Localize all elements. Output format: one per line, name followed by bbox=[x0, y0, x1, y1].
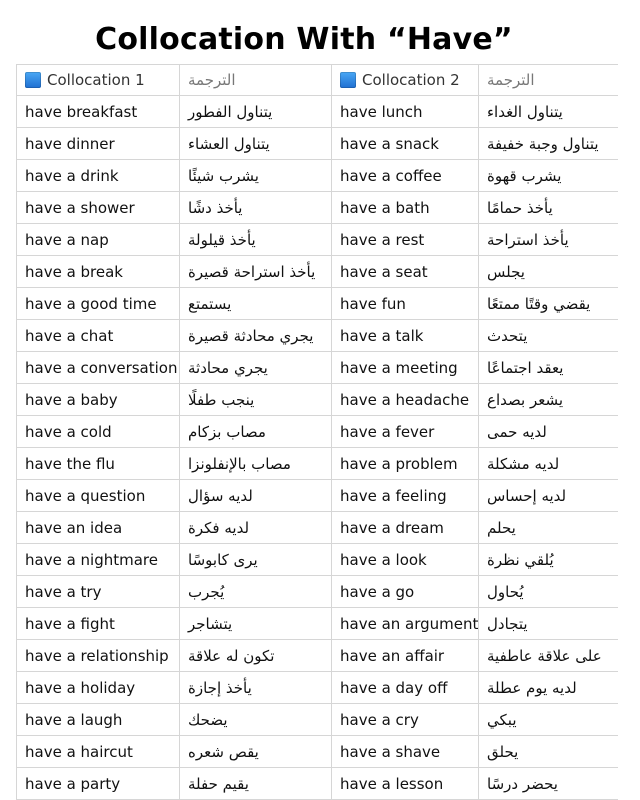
collocation-2-cell: have a lesson bbox=[332, 768, 479, 799]
collocation-2-cell: have a look bbox=[332, 544, 479, 575]
collocation-1-cell: have a drink bbox=[17, 160, 180, 191]
table-row bbox=[17, 768, 618, 800]
collocation-2-cell: have an affair bbox=[332, 640, 479, 671]
translation-2-cell: يُحاول bbox=[487, 582, 524, 601]
translation-1-cell: يأخذ قيلولة bbox=[180, 224, 332, 255]
translation-2-cell: لديه يوم عطلة bbox=[487, 678, 577, 697]
collocation-2-cell: have a talk bbox=[332, 320, 479, 351]
translation-1-cell: يتناول العشاء bbox=[180, 128, 332, 159]
collocation-2-cell: have a coffee bbox=[332, 160, 479, 191]
translation-2-cell: يأخذ استراحة bbox=[487, 230, 569, 249]
table-row bbox=[17, 544, 618, 576]
translation-1-cell: مصاب بالإنفلونزا bbox=[180, 448, 332, 479]
collocation-1-cell: have an idea bbox=[17, 512, 180, 543]
collocation-1-cell: have a baby bbox=[17, 384, 180, 415]
collocation-1-cell: have a laugh bbox=[17, 704, 180, 735]
collocation-2-cell: have a day off bbox=[332, 672, 479, 703]
collocation-2-cell: have a meeting bbox=[332, 352, 479, 383]
translation-2-cell: يعقد اجتماعًا bbox=[487, 358, 564, 377]
translation-2-cell: لديه مشكلة bbox=[487, 454, 560, 473]
collocation-1-cell: have a haircut bbox=[17, 736, 180, 767]
translation-1-cell: لديه فكرة bbox=[180, 512, 332, 543]
table-row bbox=[17, 96, 618, 128]
table-row bbox=[17, 608, 618, 640]
translation-1-cell: يقيم حفلة bbox=[180, 768, 332, 799]
collocation-1-cell: have a break bbox=[17, 256, 180, 287]
translation-1-cell: يجري محادثة قصيرة bbox=[180, 320, 332, 351]
translation-2-cell: يحلم bbox=[487, 518, 516, 537]
table-row bbox=[17, 288, 618, 320]
table-row bbox=[17, 384, 618, 416]
translation-2-cell: يتحدث bbox=[487, 326, 528, 345]
table-body bbox=[17, 96, 618, 800]
translation-2-cell: يتناول وجبة خفيفة bbox=[487, 134, 599, 153]
translation-1-cell: يستمتع bbox=[180, 288, 332, 319]
header-collocation-1-label: Collocation 1 bbox=[47, 71, 145, 89]
collocation-1-cell: have a fight bbox=[17, 608, 180, 639]
collocation-1-cell: have a chat bbox=[17, 320, 180, 351]
translation-1-cell: يشرب شيئًا bbox=[180, 160, 332, 191]
table-row bbox=[17, 736, 618, 768]
collocation-2-cell: have lunch bbox=[332, 96, 479, 127]
collocation-2-cell: have a bath bbox=[332, 192, 479, 223]
collocation-2-cell: have a problem bbox=[332, 448, 479, 479]
translation-2-cell: يتجادل bbox=[487, 614, 528, 633]
translation-2-cell: يشعر بصداع bbox=[487, 390, 564, 409]
translation-1-cell: يأخذ إجازة bbox=[180, 672, 332, 703]
collocation-2-cell: have an argument bbox=[332, 608, 479, 639]
table-row bbox=[17, 128, 618, 160]
header-collocation-2-label: Collocation 2 bbox=[362, 71, 460, 89]
translation-2-cell: لديه إحساس bbox=[487, 486, 567, 505]
translation-1-cell: لديه سؤال bbox=[180, 480, 332, 511]
translation-1-cell: تكون له علاقة bbox=[180, 640, 332, 671]
collocation-1-cell: have a nap bbox=[17, 224, 180, 255]
table-row bbox=[17, 480, 618, 512]
translation-1-cell: يُجرب bbox=[180, 576, 332, 607]
translation-2-cell: على علاقة عاطفية bbox=[487, 646, 602, 665]
table-header bbox=[17, 64, 618, 96]
table-row bbox=[17, 704, 618, 736]
translation-1-cell: مصاب بزكام bbox=[180, 416, 332, 447]
collocation-1-cell: have a holiday bbox=[17, 672, 180, 703]
translation-2-cell: يتناول الغداء bbox=[487, 102, 563, 121]
translation-1-cell: يجري محادثة bbox=[180, 352, 332, 383]
collocation-1-cell: have a conversation bbox=[17, 352, 180, 383]
collocation-2-cell: have a shave bbox=[332, 736, 479, 767]
translation-1-cell: يأخذ دشًا bbox=[180, 192, 332, 223]
blue-square-icon bbox=[25, 72, 41, 88]
table-row bbox=[17, 160, 618, 192]
table-row bbox=[17, 448, 618, 480]
collocation-1-cell: have the flu bbox=[17, 448, 180, 479]
translation-2-cell: يشرب قهوة bbox=[487, 166, 562, 185]
translation-1-cell: ينجب طفلًا bbox=[180, 384, 332, 415]
translation-2-cell: يبكي bbox=[487, 710, 517, 729]
collocation-1-cell: have a question bbox=[17, 480, 180, 511]
collocation-1-cell: have a good time bbox=[17, 288, 180, 319]
collocation-2-cell: have a cry bbox=[332, 704, 479, 735]
translation-1-cell: يقص شعره bbox=[180, 736, 332, 767]
table-row bbox=[17, 512, 618, 544]
collocation-2-cell: have a fever bbox=[332, 416, 479, 447]
collocation-2-cell: have a seat bbox=[332, 256, 479, 287]
collocation-2-cell: have a dream bbox=[332, 512, 479, 543]
translation-2-cell: يقضي وقتًا ممتعًا bbox=[487, 294, 591, 313]
translation-2-cell: يأخذ حمامًا bbox=[487, 198, 553, 217]
table-row bbox=[17, 576, 618, 608]
collocation-2-cell: have a go bbox=[332, 576, 479, 607]
collocation-1-cell: have a shower bbox=[17, 192, 180, 223]
header-translation-1: الترجمة bbox=[180, 65, 332, 95]
translation-2-cell: لديه حمى bbox=[487, 422, 547, 441]
table-row bbox=[17, 352, 618, 384]
table-row bbox=[17, 192, 618, 224]
collocation-table bbox=[16, 64, 618, 800]
collocation-1-cell: have a nightmare bbox=[17, 544, 180, 575]
translation-1-cell: يضحك bbox=[180, 704, 332, 735]
collocation-1-cell: have a try bbox=[17, 576, 180, 607]
collocation-2-cell: have a headache bbox=[332, 384, 479, 415]
collocation-2-cell: have a rest bbox=[332, 224, 479, 255]
table-row bbox=[17, 256, 618, 288]
blue-square-icon bbox=[340, 72, 356, 88]
translation-1-cell: يتناول الفطور bbox=[180, 96, 332, 127]
translation-2-cell: يُلقي نظرة bbox=[487, 550, 554, 569]
header-collocation-2 bbox=[332, 65, 479, 95]
translation-1-cell: يرى كابوسًا bbox=[180, 544, 332, 575]
header-translation-2: الترجمة bbox=[487, 71, 535, 89]
table-row bbox=[17, 224, 618, 256]
table-row bbox=[17, 416, 618, 448]
header-collocation-1 bbox=[17, 65, 180, 95]
collocation-2-cell: have fun bbox=[332, 288, 479, 319]
table-row bbox=[17, 640, 618, 672]
collocation-2-cell: have a snack bbox=[332, 128, 479, 159]
table-row bbox=[17, 320, 618, 352]
collocation-1-cell: have a party bbox=[17, 768, 180, 799]
translation-2-cell: يجلس bbox=[487, 262, 525, 281]
table-row bbox=[17, 672, 618, 704]
collocation-1-cell: have dinner bbox=[17, 128, 180, 159]
collocation-2-cell: have a feeling bbox=[332, 480, 479, 511]
translation-2-cell: يحضر درسًا bbox=[487, 774, 558, 793]
collocation-1-cell: have breakfast bbox=[17, 96, 180, 127]
collocation-1-cell: have a relationship bbox=[17, 640, 180, 671]
translation-1-cell: يتشاجر bbox=[180, 608, 332, 639]
translation-1-cell: يأخذ استراحة قصيرة bbox=[180, 256, 332, 287]
collocation-1-cell: have a cold bbox=[17, 416, 180, 447]
translation-2-cell: يحلق bbox=[487, 742, 519, 761]
page-title: Collocation With “Have” bbox=[95, 22, 513, 57]
